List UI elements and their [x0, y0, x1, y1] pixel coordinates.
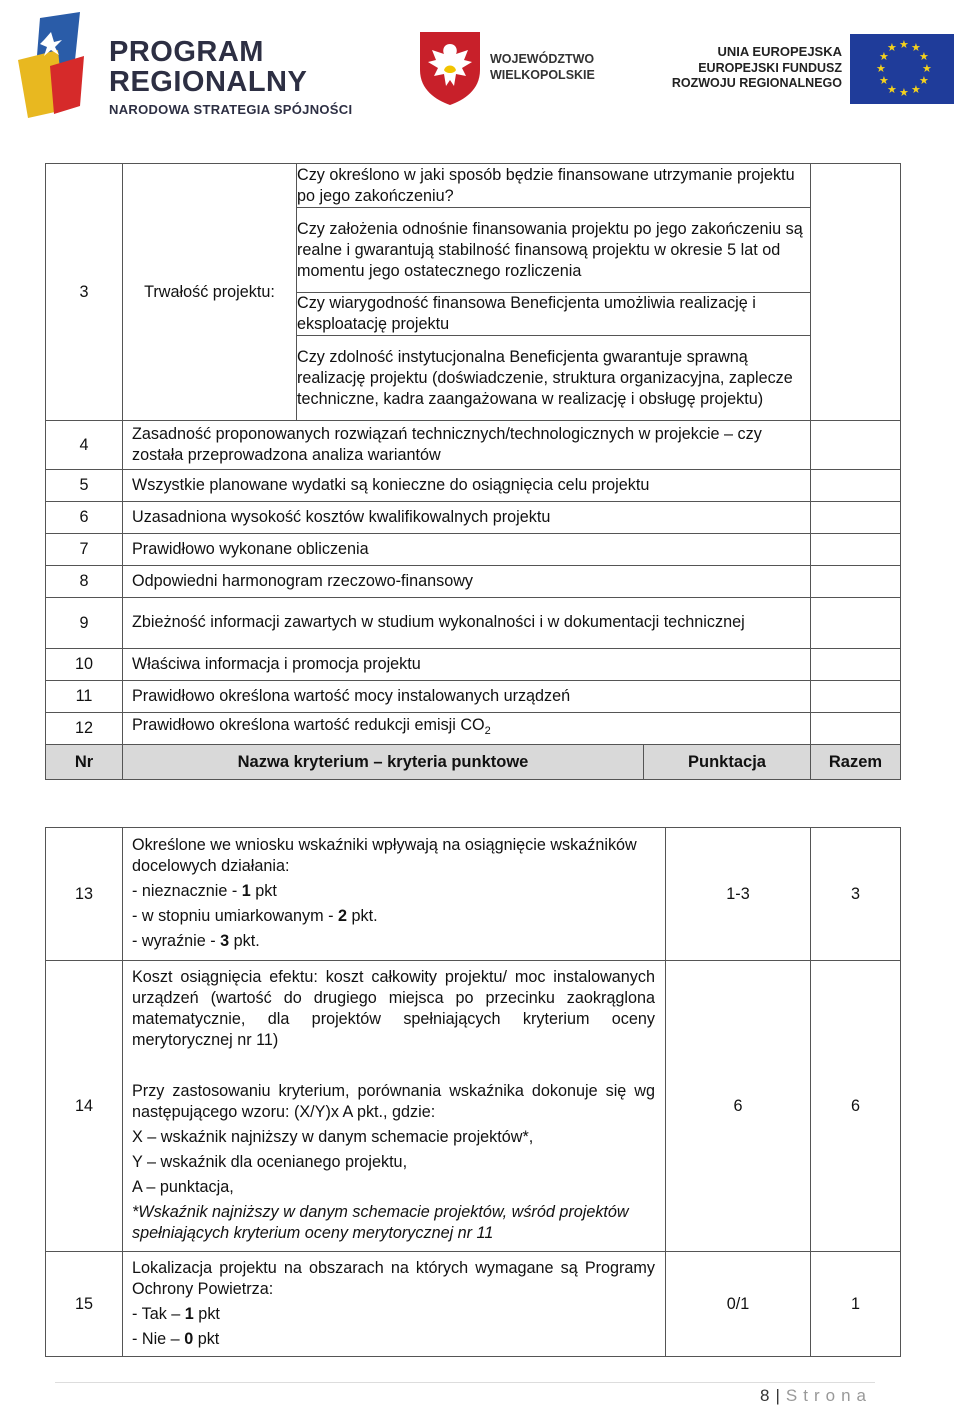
- option-line: [132, 881, 655, 902]
- razem-value: 1: [811, 1252, 901, 1357]
- punktacja-value: 6: [666, 961, 811, 1252]
- empty-cell: [811, 649, 901, 681]
- row-text: Uzasadniona wysokość kosztów kwalifikowalnych projektu: [123, 502, 811, 534]
- row-number: 5: [46, 470, 123, 502]
- woj-line2: WIELKOPOLSKIE: [490, 67, 595, 82]
- table-row: [46, 961, 901, 1252]
- row-text-main: Prawidłowo określona wartość redukcji emisji CO: [132, 715, 485, 734]
- row-number: 12: [46, 713, 123, 745]
- row-number: 3: [46, 164, 123, 421]
- criterion-intro: Określone we wniosku wskaźniki wpływają na osiągnięcie wskaźników docelowych działania:: [132, 836, 637, 875]
- footer-divider: [55, 1382, 875, 1383]
- svg-text:★: ★: [922, 62, 932, 75]
- row-text: Wszystkie planowane wydatki są konieczne do osiągnięcia celu projektu: [123, 470, 811, 502]
- table-row: [46, 1252, 901, 1357]
- page-number: 8: [760, 1386, 770, 1405]
- option-post: pkt.: [347, 907, 378, 925]
- option-pre: - nieznacznie -: [132, 882, 242, 900]
- row-text: Prawidłowo określona wartość mocy instalowanych urządzeń: [123, 681, 811, 713]
- option-line: [132, 931, 655, 952]
- program-regionalny-emblem: [14, 10, 94, 122]
- empty-cell: [811, 421, 901, 470]
- table-row: [46, 649, 901, 681]
- header-nr: Nr: [46, 745, 123, 780]
- svg-text:★: ★: [879, 74, 889, 87]
- header-logos: [0, 0, 960, 130]
- option-points: 0: [184, 1330, 194, 1348]
- option-points: 1: [241, 882, 251, 900]
- criterion-line: X – wskaźnik najniższy w danym schemacie projektów*,: [132, 1127, 534, 1146]
- svg-text:★: ★: [911, 41, 921, 54]
- empty-cell: [811, 713, 901, 745]
- footer-label: Strona: [785, 1386, 872, 1405]
- criterion-line: A – punktacja,: [132, 1177, 234, 1196]
- option-line: [132, 1329, 655, 1350]
- empty-cell: [811, 681, 901, 713]
- option-post: pkt: [250, 882, 277, 900]
- ue-line1: UNIA EUROPEJSKA: [717, 44, 842, 59]
- sub-criterion: Czy wiarygodność finansowa Beneficjenta umożliwia realizację i eksploatację projektu: [297, 293, 811, 336]
- row-text: [123, 713, 811, 745]
- empty-cell: [811, 164, 901, 421]
- svg-text:★: ★: [876, 62, 886, 75]
- svg-text:★: ★: [887, 41, 897, 54]
- row-text: Odpowiedni harmonogram rzeczowo-finansowy: [123, 566, 811, 598]
- criterion-intro: Lokalizacja projektu na obszarach na których wymagane są Programy Ochrony Powietrza:: [132, 1259, 655, 1298]
- svg-text:★: ★: [919, 50, 929, 63]
- table-row: [46, 713, 901, 745]
- ue-line3: ROZWOJU REGIONALNEGO: [671, 76, 842, 91]
- option-points: 3: [220, 932, 230, 950]
- sub-criterion: Czy określono w jaki sposób będzie finansowane utrzymanie projektu po jego zakończeniu?: [297, 164, 811, 208]
- empty-cell: [811, 470, 901, 502]
- header-razem: Razem: [811, 745, 901, 780]
- row-number: 14: [46, 961, 123, 1252]
- row-number: 13: [46, 828, 123, 961]
- table-row: [46, 421, 901, 470]
- empty-cell: [811, 566, 901, 598]
- criterion-paragraph: Koszt osiągnięcia efektu: koszt całkowity projektu/ moc instalowanych urządzeń (wartość do drugiego miejsca po przecinku zaokrąglona matematycznie, dla projektów spełniających kryterium oceny merytorycznej nr 11): [132, 967, 655, 1049]
- program-line2: REGIONALNY: [109, 66, 308, 98]
- razem-value: 6: [811, 961, 901, 1252]
- row-number: 7: [46, 534, 123, 566]
- option-post: pkt: [193, 1305, 220, 1323]
- row-text: Prawidłowo wykonane obliczenia: [123, 534, 811, 566]
- option-pre: - w stopniu umiarkowanym -: [132, 907, 339, 925]
- option-post: pkt: [193, 1330, 220, 1348]
- punktacja-value: 0/1: [666, 1252, 811, 1357]
- option-points: 2: [338, 907, 348, 925]
- criterion-paragraph: Przy zastosowaniu kryterium, porównania wskaźnika dokonuje się wg następującego wzoru: (X/Y)x A pkt., gdzie:: [132, 1081, 655, 1121]
- table-row: [46, 598, 901, 649]
- criterion-text: [123, 828, 666, 961]
- criteria-table: [45, 163, 901, 780]
- table-row: [46, 164, 901, 208]
- criterion-text: [123, 961, 666, 1252]
- row-number: 15: [46, 1252, 123, 1357]
- header-punktacja: Punktacja: [643, 745, 810, 780]
- points-table: [45, 827, 901, 1357]
- program-regionalny-logo: [14, 10, 364, 122]
- eu-flag-icon: [850, 34, 954, 104]
- table-row: [46, 828, 901, 961]
- row-number: 11: [46, 681, 123, 713]
- svg-text:★: ★: [899, 86, 909, 99]
- row-text: Zasadność proponowanych rozwiązań technicznych/technologicznych w projekcie – czy została przeprowadzona analiza wariantów: [123, 421, 811, 470]
- option-line: [132, 1304, 655, 1325]
- option-post: pkt.: [229, 932, 260, 950]
- footer-separator: |: [775, 1386, 780, 1405]
- unia-europejska-logo: [662, 40, 952, 110]
- sub-criterion: Czy założenia odnośnie finansowania projektu po jego zakończeniu są realne i gwarantują stabilność finansową projektu w okresie 5 lat od momentu jego ostatecznego rozliczenia: [297, 208, 811, 293]
- woj-line1: WOJEWÓDZTWO: [490, 52, 595, 66]
- razem-value: 3: [811, 828, 901, 961]
- empty-cell: [811, 598, 901, 649]
- option-line: [132, 906, 655, 927]
- punktacja-value: 1-3: [666, 828, 811, 961]
- ue-line2: EUROPEJSKI FUNDUSZ: [698, 60, 842, 75]
- program-line1: PROGRAM: [109, 36, 264, 68]
- row-label: Trwałość projektu:: [123, 164, 297, 421]
- svg-text:★: ★: [919, 74, 929, 87]
- row-number: 9: [46, 598, 123, 649]
- row-number: 4: [46, 421, 123, 470]
- header-name-text: Nazwa kryterium – kryteria punktowe: [237, 752, 529, 771]
- svg-text:★: ★: [899, 38, 909, 51]
- points-header-row: [46, 745, 901, 780]
- wojewodztwo-logo: [418, 30, 618, 110]
- page-footer: [760, 1386, 872, 1406]
- header-name: [123, 745, 811, 780]
- row-text: Właściwa informacja i promocja projektu: [123, 649, 811, 681]
- empty-cell: [811, 502, 901, 534]
- row-number: 8: [46, 566, 123, 598]
- svg-text:★: ★: [887, 83, 897, 96]
- sub-criterion: Czy zdolność instytucjonalna Beneficjenta gwarantuje sprawną realizację projektu (doświadczenie, struktura organizacyjna, zaplecze techniczne, kadra zaangażowana w realizację i obsługę projektu): [297, 336, 811, 421]
- option-points: 1: [184, 1305, 194, 1323]
- table-row: [46, 681, 901, 713]
- empty-cell: [811, 534, 901, 566]
- svg-text:★: ★: [911, 83, 921, 96]
- criterion-text: [123, 1252, 666, 1357]
- criterion-line: Y – wskaźnik dla ocenianego projektu,: [132, 1152, 408, 1171]
- option-pre: - Tak –: [132, 1305, 185, 1323]
- table-row: [46, 566, 901, 598]
- option-pre: - wyraźnie -: [132, 932, 221, 950]
- program-line3: NARODOWA STRATEGIA SPÓJNOŚCI: [109, 102, 353, 117]
- row-number: 6: [46, 502, 123, 534]
- svg-text:★: ★: [879, 50, 889, 63]
- criterion-footnote: *Wskaźnik najniższy w danym schemacie projektów, wśród projektów spełniających kryterium oceny merytorycznej nr 11: [132, 1202, 629, 1242]
- option-pre: - Nie –: [132, 1330, 185, 1348]
- table-row: [46, 470, 901, 502]
- table-row: [46, 502, 901, 534]
- row-text: Zbieżność informacji zawartych w studium wykonalności i w dokumentacji technicznej: [123, 598, 811, 649]
- subscript-2: 2: [484, 725, 491, 738]
- row-number: 10: [46, 649, 123, 681]
- eagle-crest-icon: [418, 30, 482, 106]
- table-row: [46, 534, 901, 566]
